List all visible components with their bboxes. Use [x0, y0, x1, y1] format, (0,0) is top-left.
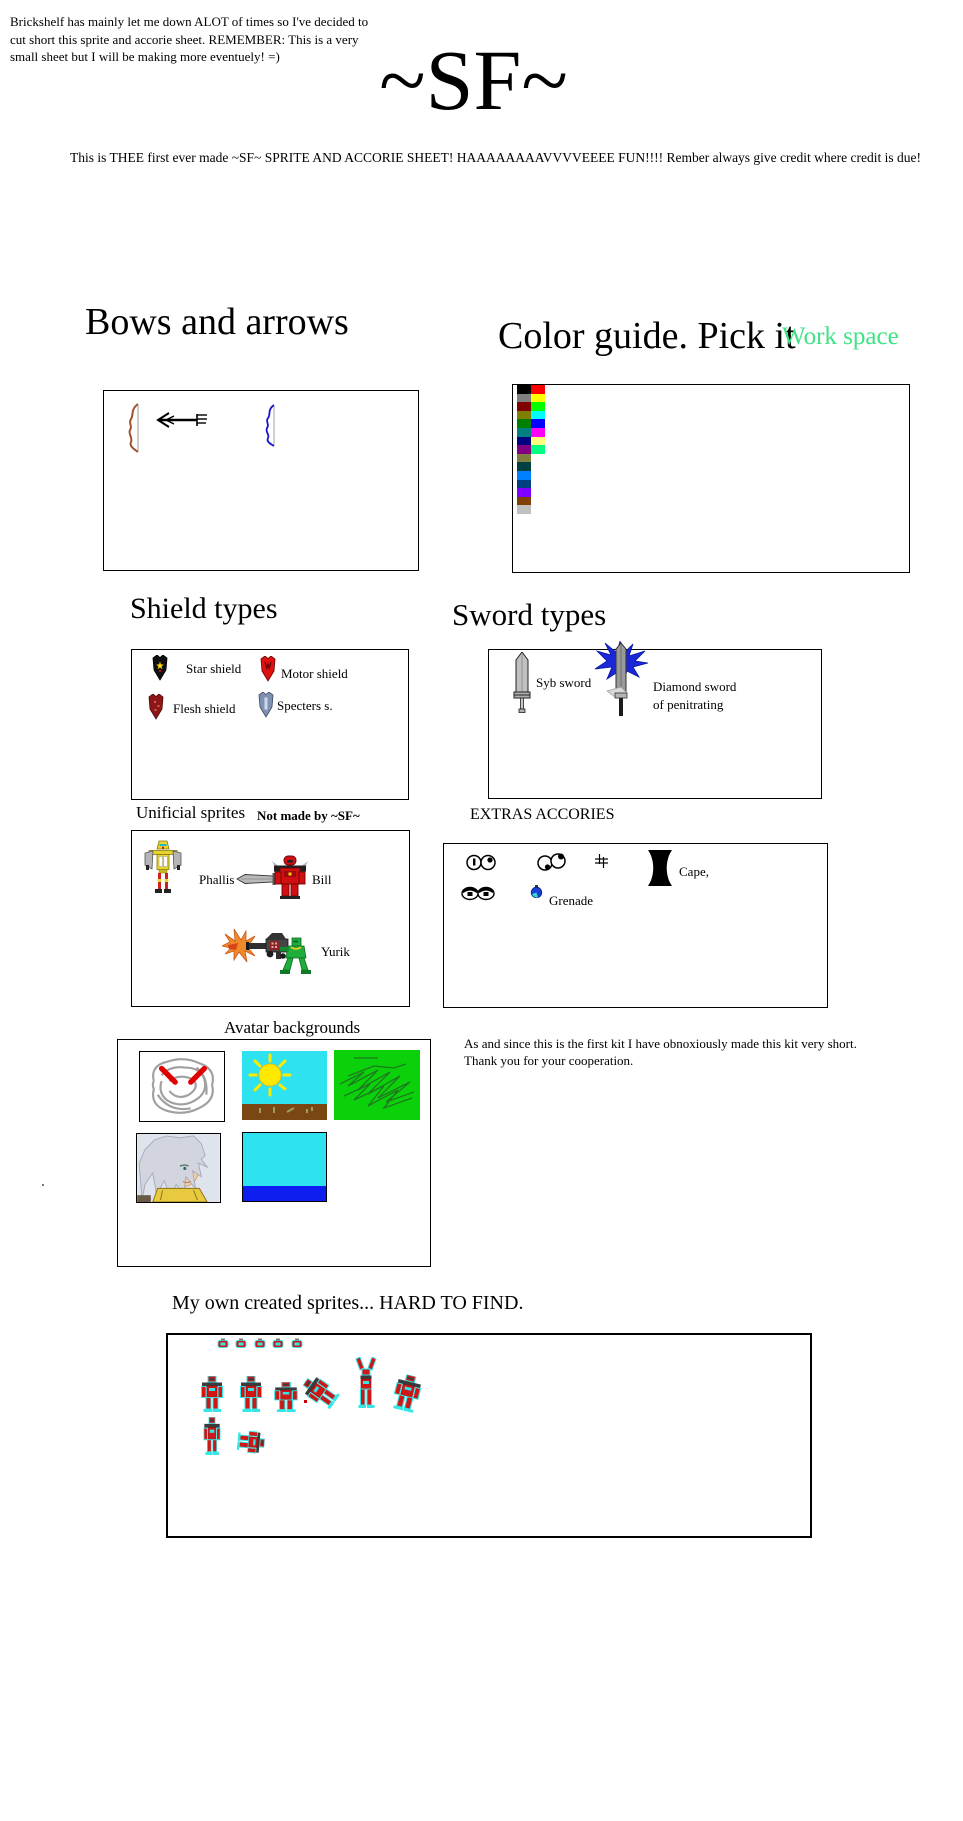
unificial-subnote: Not made by ~SF~ — [257, 808, 360, 823]
extras-box — [443, 843, 828, 1008]
cape-icon — [646, 850, 674, 886]
outro-line: As and since this is the first kit I have obnoxiously made this kit very short. — [464, 1036, 857, 1051]
sword-label: Diamond sword — [653, 679, 737, 694]
workspace-label: Work space — [782, 323, 899, 350]
palette-swatch — [517, 505, 531, 514]
robot-head-icon — [272, 1338, 284, 1348]
shield-label: Flesh shield — [173, 701, 236, 716]
intro-line: cut short this sprite and accorie sheet. REMEMBER: This is a very — [10, 31, 359, 47]
yurik-sprite — [222, 924, 318, 976]
robot-head-icon — [217, 1338, 229, 1348]
robot-pose-stand — [238, 1376, 264, 1412]
cape-label: Cape, — [679, 864, 709, 879]
eyes-pair-round-icon — [466, 854, 496, 871]
eyes-pair-glance-icon — [536, 852, 566, 871]
grenade-icon — [530, 885, 543, 898]
workspace-box — [512, 384, 910, 573]
sea-strip — [243, 1186, 326, 1201]
color-palette — [517, 385, 545, 515]
specters-shield-icon — [258, 692, 274, 718]
stray-dot — [42, 1184, 44, 1186]
bill-sprite — [272, 854, 308, 900]
outro-note — [464, 1035, 857, 1069]
shields-heading: Shield types — [130, 592, 278, 625]
shield-label: Star shield — [186, 661, 242, 676]
eyes-pair-lidded-icon — [461, 886, 495, 901]
robot-pose-stand — [199, 1376, 225, 1412]
robot-head-icon — [291, 1338, 303, 1348]
star-shield-icon — [152, 655, 168, 681]
robot-pose-lying — [236, 1428, 265, 1456]
brown-bow-icon — [124, 402, 144, 454]
robot-pose-stand — [202, 1417, 222, 1455]
syb-sword-icon — [512, 652, 532, 714]
swords-heading: Sword types — [452, 597, 607, 632]
sprite-label: Bill — [312, 872, 332, 887]
avatar-riku-portrait — [136, 1133, 221, 1203]
sheet-title: ~SF~ — [379, 32, 568, 128]
avatar-bg-sun-ground — [242, 1051, 327, 1120]
stray-dot — [304, 1400, 307, 1403]
avatar-bg-green-scribble — [334, 1050, 420, 1120]
intro-line: Brickshelf has mainly let me down ALOT of times so I've decided to — [10, 14, 369, 29]
outro-line: Thank you for your cooperation. — [464, 1053, 634, 1068]
shield-label: Specters s. — [277, 698, 333, 713]
grenade-label: Grenade — [549, 893, 594, 908]
sprite-label: Yurik — [321, 944, 350, 959]
sword-label-line2: of penitrating — [653, 697, 724, 712]
black-arrow-icon — [150, 410, 208, 430]
unificial-heading: Unificial sprites — [136, 803, 246, 822]
crosshair-hash-icon — [595, 854, 608, 868]
robot-head-icon — [235, 1338, 247, 1348]
extras-heading: EXTRAS ACCORIES — [470, 806, 615, 823]
sprite-label: Phallis — [199, 872, 235, 887]
intro-line: small sheet but I will be making more eventuely! =) — [10, 49, 280, 64]
avatars-heading: Avatar backgrounds — [224, 1018, 361, 1037]
avatar-bg-sea-sky — [242, 1132, 327, 1202]
robot-pose-crouch — [272, 1382, 300, 1412]
sword-label: Syb sword — [536, 675, 592, 690]
blue-bow-icon — [262, 403, 280, 448]
shield-label: Motor shield — [281, 666, 348, 681]
flesh-shield-icon — [148, 694, 164, 720]
swords-box — [488, 649, 822, 799]
diamond-sword-icon — [593, 641, 649, 721]
avatar-bg-angry-scribble — [139, 1051, 225, 1122]
my-sprites-heading: My own created sprites... HARD TO FIND. — [172, 1292, 524, 1314]
sheet-subtitle: This is THEE first ever made ~SF~ SPRITE AND ACCORIE SHEET! HAAAAAAAAVVVVEEEE FUN!!!! Rember always give credit where credit is due! — [70, 150, 921, 165]
palette-swatch — [531, 445, 545, 454]
color-guide-heading: Color guide. Pick it — [498, 315, 796, 357]
phallis-sprite — [143, 839, 183, 897]
robot-pose-arms-up — [355, 1357, 377, 1411]
bows-heading: Bows and arrows — [85, 301, 349, 343]
robot-head-icon — [254, 1338, 266, 1348]
motor-shield-icon — [260, 656, 276, 682]
